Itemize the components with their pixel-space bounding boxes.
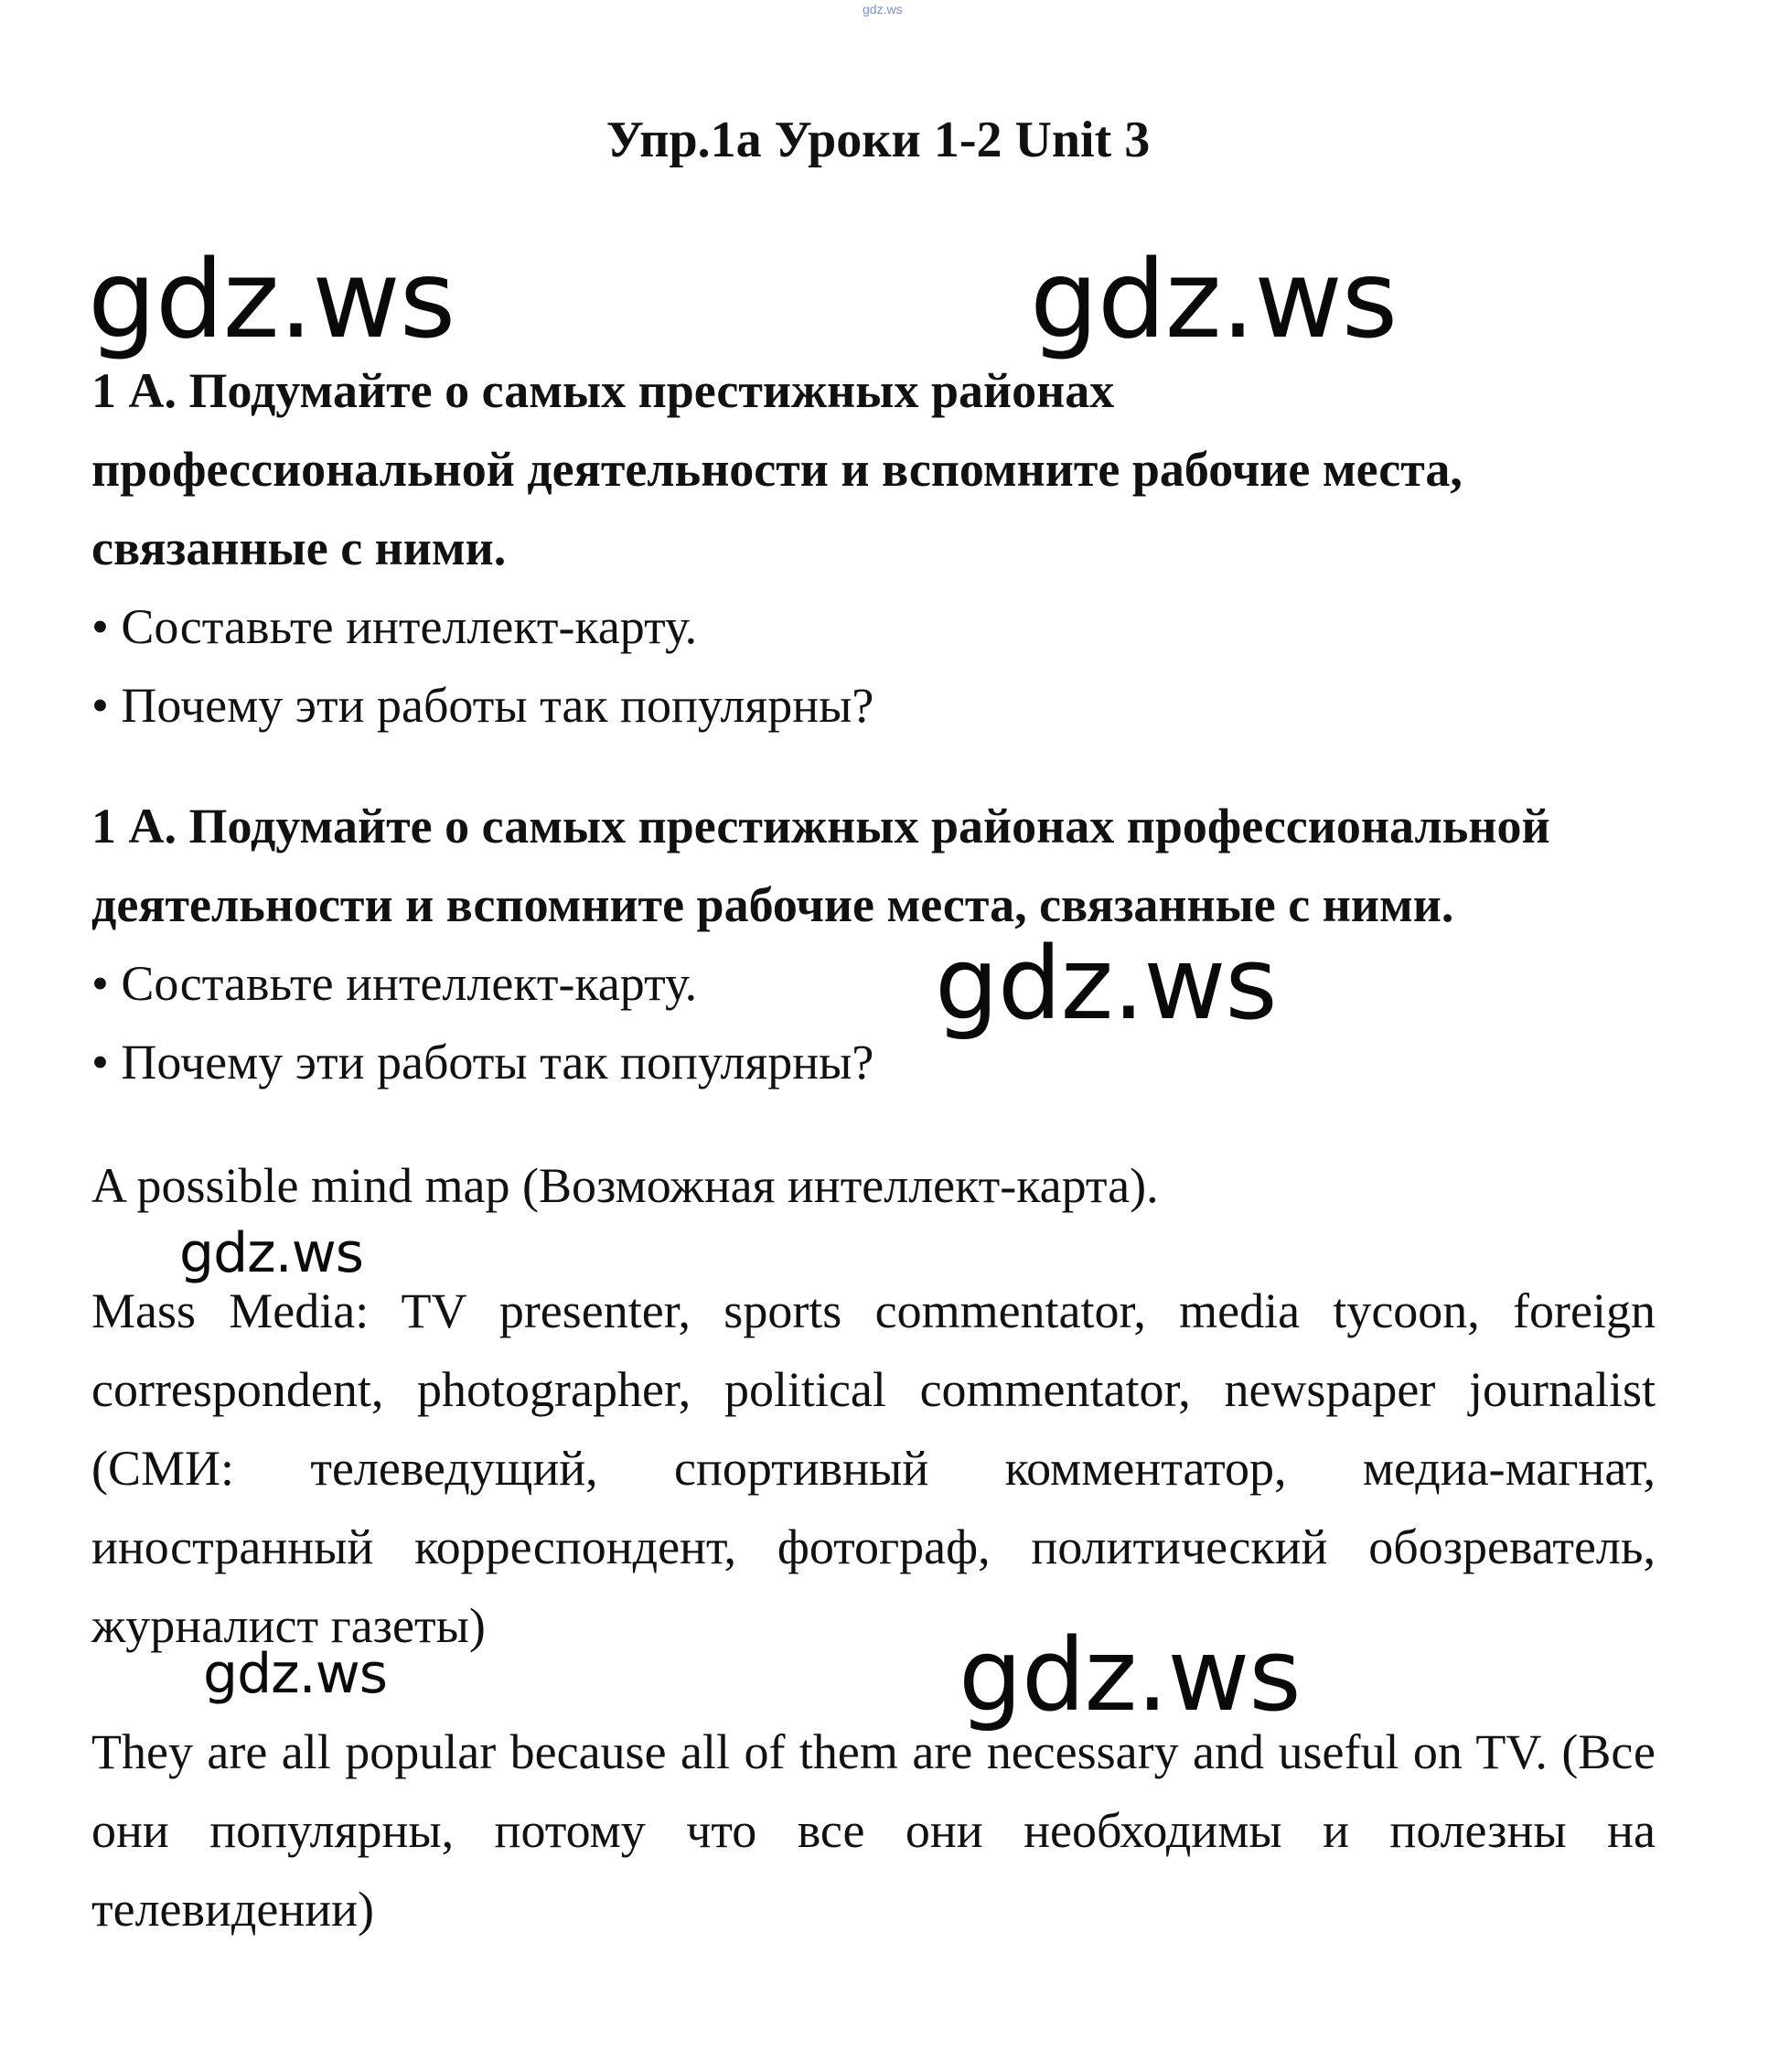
- task-1-bullet-why-popular: • Почему эти работы так популярны?: [91, 678, 874, 733]
- task-2-bullet-why-popular: • Почему эти работы так популярны?: [91, 1035, 874, 1090]
- answer-intro-block: [91, 1146, 1656, 1225]
- task-2-bullet-mind-map: • Составьте интеллект-карту.: [91, 956, 698, 1011]
- answer-mass-media-block: [91, 1272, 1656, 1665]
- answer-mass-media: Mass Media: TV presenter, sports commentator, media tycoon, foreign correspondent, photographer, political commentator, newspaper journalist (СМИ: телеведущий, спортивный комментатор, медиа-магнат, иностранный корреспондент, фотограф, политический обозреватель, журналист газеты): [91, 1283, 1656, 1653]
- task-1: [91, 351, 1656, 745]
- watermark: gdz.ws: [179, 1221, 364, 1285]
- task-1-bullet-mind-map: • Составьте интеллект-карту.: [91, 599, 698, 654]
- watermark: gdz.ws: [959, 1616, 1301, 1734]
- task-1-heading-line: профессиональной деятельности и вспомните рабочие места,: [91, 442, 1463, 497]
- answer-conclusion-block: [91, 1712, 1656, 1949]
- watermark: gdz.ws: [1030, 236, 1398, 362]
- task-2-heading-line: 1 А. Подумайте о самых престижных районах профессиональной: [91, 799, 1550, 853]
- watermark: gdz.ws: [935, 925, 1277, 1042]
- watermark: gdz.ws: [203, 1642, 388, 1706]
- watermark: gdz.ws: [88, 236, 455, 362]
- answer-conclusion: They are all popular because all of them are necessary and useful on TV. (Все они популярны, потому что все они необходимы и полезны на телевидении): [91, 1724, 1656, 1937]
- task-1-heading-line: связанные с ними.: [91, 521, 507, 575]
- task-1-heading-line: 1 А. Подумайте о самых престижных районах: [91, 363, 1115, 418]
- task-2: [91, 787, 1656, 1101]
- site-mark: gdz.ws: [863, 2, 903, 16]
- page-title: Упр.1a Уроки 1-2 Unit 3: [606, 112, 1151, 168]
- task-2-heading-line: деятельности и вспомните рабочие места, связанные с ними.: [91, 877, 1454, 932]
- answer-intro: A possible mind map (Возможная интеллект-карта).: [91, 1158, 1159, 1213]
